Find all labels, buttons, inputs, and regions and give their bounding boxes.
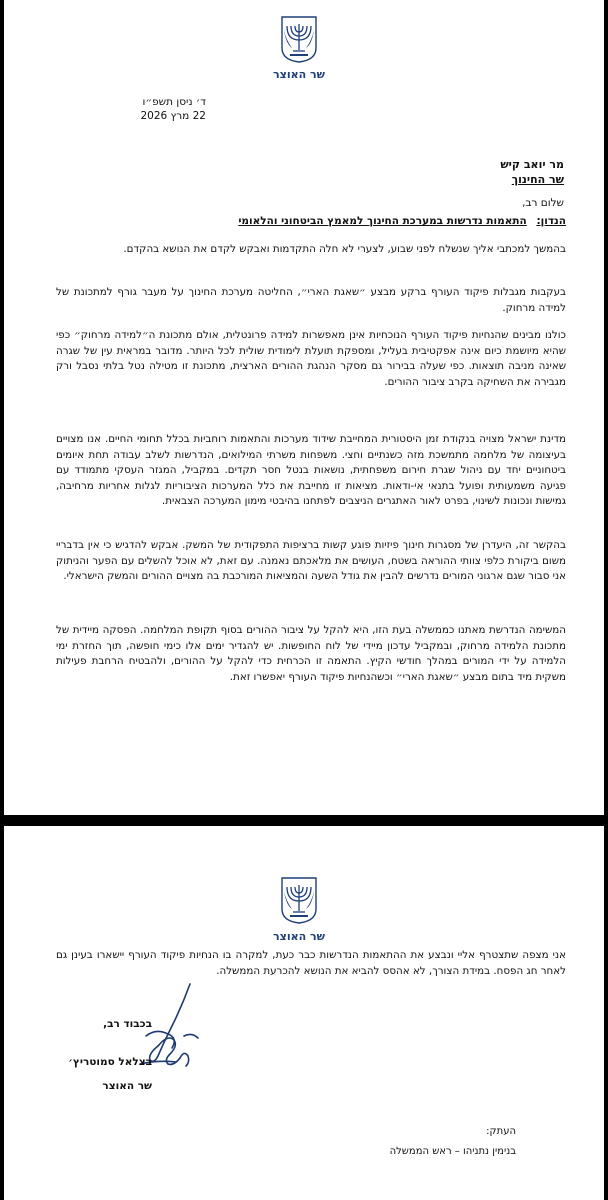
paragraph-4: מדינת ישראל מצויה בנקודת זמן היסטורית המחייבת שידוד מערכות והתאמות רוחביות בכלל תחומי החיים. אנו מצויים בעיצומה של מלחמה מתמשכת מזה כשנתיים וחצי. משפחות משרתי המילואים, הנדרשות לשלב עבודה תחת איומים ביטחוניים יחד עם ניהול שגרת חירום משפחתית, נושאות בנטל חסר תקדים. במקביל, המגזר העסקי מתמודד עם פגיעה משמעותית ופועל בתנאי אי-ודאות. מציאות זו מחייבת את כלל המערכות הציבוריות לגלות אחריות מרחיבה, גמישות ונכונות לשינוי, בפרט לאור האתגרים הניצבים לפתחנו בהיבטי מימון המערכה הצבאית. — [56, 433, 566, 508]
date-block — [56, 95, 206, 123]
paragraph-3: כולנו מבינים שהנחיות פיקוד העורף הנוכחיות אינן מאפשרות למידה פרונטלית, אולם מתכונת ה״למידה מרחוק״ כפי שהיא מיושמת כיום אינה אפקטיבית בעליל, ומספקת תועלת לימודית שולית לכל היותר. מדובר במראית עין של שגרה שאינה מניבה תוצאות. כפי שעלה בבירור גם מסקר הנהגת ההורים הארצית, מתכונת זו מטילה נטל בלתי נסבל ורק מגבירה את השחיקה בקרב ציבור ההורים. — [56, 329, 566, 388]
paragraph-1: בהמשך למכתבי אליך שנשלח לפני שבוע, לצערי לא חלה התקדמות ואבקש לקדם את הנושא בהקדם. — [123, 243, 566, 255]
subject-label: הנדון: — [536, 215, 566, 227]
subject-line — [46, 215, 566, 227]
signature-block — [32, 1018, 152, 1030]
recipient-block — [364, 157, 564, 187]
recipient-role: שר החינוך — [511, 173, 564, 186]
paragraph-6: המשימה הנדרשת מאתנו כממשלה בעת הזו, היא להקל על ציבור ההורים בסוף תקופת המלחמה. הפסקה מיידית של מתכונת הלמידה מרחוק, ובמקביל עדכון מיידי של לוח החופשות. יש להגדיר ימים אלו כימי חופשה, תוך החזרת ימי הלמידה על ידי המורים במהלך חודשי הקיץ. התאמה זו הכרחית כדי להקל על ההורים, ולהבטיח הרחבת פעילות משקית מיד בתום מבצע ״שאגת הארי״ וכשהנחיות פיקוד העורף יאפשרו זאת. — [56, 624, 566, 683]
paragraph-2: בעקבות מגבלות פיקוד העורף ברקע מבצע ״שאגת הארי״, החליטה מערכת החינוך על מעבר גורף למתכונת של למידה מרחוק. — [56, 286, 566, 314]
cc-label: העתק: — [486, 1126, 516, 1137]
menorah-emblem-icon — [278, 875, 320, 925]
greeting: שלום רב, — [522, 197, 564, 209]
hebrew-date: ד׳ ניסן תשפ״ו — [142, 96, 206, 108]
signer-role: שר האוצר — [102, 1080, 152, 1092]
subject-text: התאמות נדרשות במערכת החינוך למאמץ הביטחוני והלאומי — [238, 215, 527, 227]
gregorian-date: 22 מרץ 2026 — [140, 110, 206, 122]
closing-salutation: בכבוד רב, — [103, 1018, 152, 1030]
recipient-name: מר יואב קיש — [500, 158, 564, 171]
signer-name-block — [32, 1056, 152, 1068]
letter-page-1 — [4, 0, 604, 815]
menorah-emblem-icon — [278, 14, 320, 64]
letter-page-2 — [4, 826, 604, 1200]
signer-role-block — [32, 1080, 152, 1092]
cc-recipient: בנימין נתניהו – ראש הממשלה — [389, 1146, 516, 1157]
minister-title-header: שר האוצר — [273, 68, 325, 81]
minister-title-header: שר האוצר — [273, 930, 325, 943]
paragraph-5: בהקשר זה, היעדרן של מסגרות חינוך פיזיות פוגע קשות ברציפות התפקודית של המשק. אבקש להדגיש כי אין בדבריי משום ביקורת כלפי צוותי ההוראה בשטח, העושים את מלאכתם נאמנה. עם זאת, לא אוכל להשלים עם הפער והניתוק אני סבור שגם ארגוני המורים נדרשים להבין את גודל השעה והמציאות המורכבת בה מצויים ההורים והמשק הישראלי. — [56, 539, 566, 583]
closing-paragraph: אני מצפה שתצטרף אליי ונבצע את ההתאמות הנדרשות כבר כעת, למקרה בו הנחיות פיקוד העורף יישארו בעינן גם לאחר חג הפסח. במידת הצורך, לא אהסס להביא את הנושא להכרעת הממשלה. — [56, 949, 566, 977]
signer-name: בצלאל סמוטריץ׳ — [68, 1056, 152, 1068]
